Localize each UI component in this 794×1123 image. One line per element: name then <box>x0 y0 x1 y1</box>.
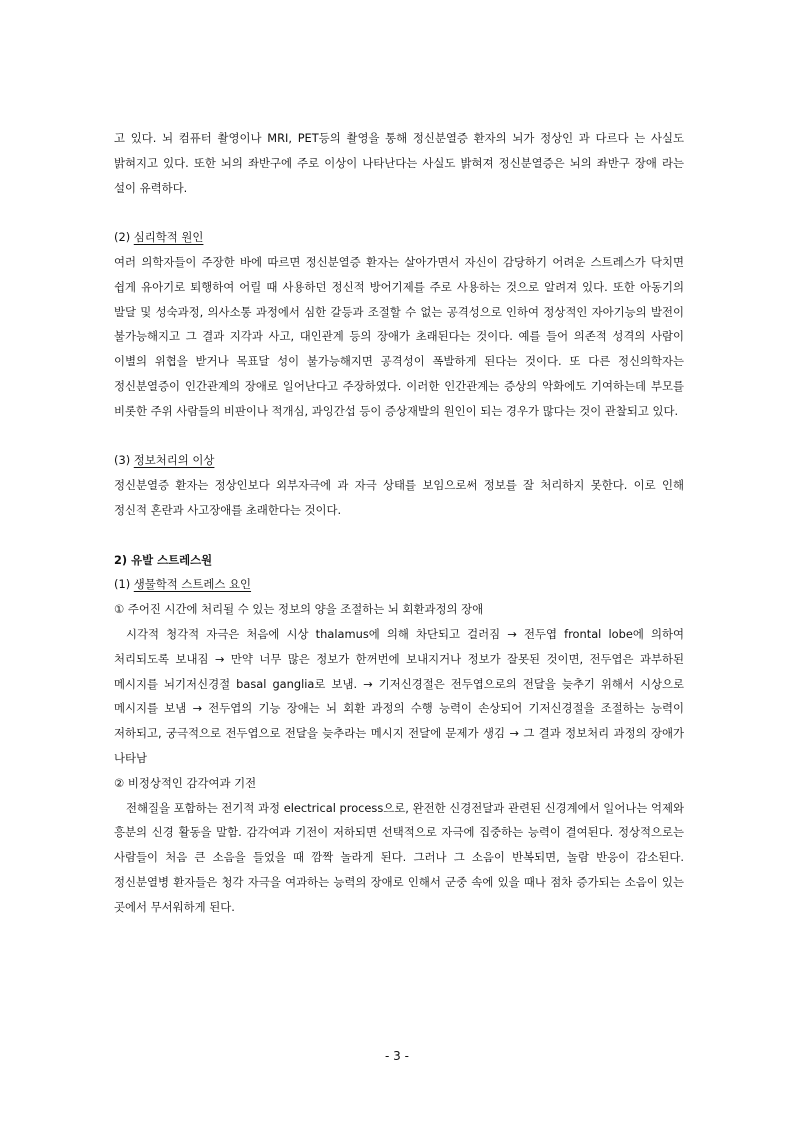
document-body <box>114 126 684 920</box>
spacer <box>114 523 684 548</box>
item1-body: 시각적 청각적 자극은 처음에 시상 thalamus에 의해 차단되고 걸러짐 → 전두엽 frontal lobe에 의하여 처리되도록 보내짐 → 만약 너무 많은 정보가 한꺼번에 보내지거나 정보가 잘못된 것이면, 전두엽은 과부하된 메시지를 뇌기저신경절 basal ganglia로 보냄. → 기저신경절은 전두엽으로의 전달을 늦추기 위해서 시상으로 메시지를 보냄 → 전두엽의 기능 장애는 뇌 회환 과정의 수행 능력이 손상되어 기저신경절을 조절하는 능력이 저하되고, 궁극적으로 전두엽으로 전달을 늦추라는 메시지 전달에 문제가 생김 → 그 결과 정보처리 과정의 장애가 나타남 <box>114 626 684 765</box>
psych-cause-body: 여러 의학자들이 주장한 바에 따르면 정신분열증 환자는 살아가면서 자신이 감당하기 어려운 스트레스가 닥치면 쉽게 유아기로 퇴행하여 어릴 때 사용하던 정신적 방어기제를 주로 사용하는 것으로 알려져 있다. 또한 아동기의 발달 및 성숙과정, 의사소통 과정에서 심한 갈등과 조절할 수 없는 공격성으로 인하여 정상적인 자아기능의 발전이 불가능해지고 그 결과 지각과 사고, 대인관계 등의 장애가 초래된다는 것이다. 예를 들어 의존적 성격의 사람이 이별의 위협을 받거나 목표달 성이 불가능해지면 공격성이 폭발하게 된다는 것이다. 또 다른 정신의학자는 정신분열증이 인간관계의 장애로 일어난다고 주장하였다. 이러한 인간관계는 증상의 악화에도 기여하는데 부모를 비롯한 주위 사람들의 비판이나 적개심, 과잉간섭 등이 증상재발의 원인이 되는 경우가 많다는 것이 관찰되고 있다. <box>114 254 684 418</box>
bio-stress-heading <box>114 572 684 597</box>
bio-stress-title: 생물학적 스트레스 요인 <box>133 577 252 592</box>
info-processing-number: (3) <box>114 453 131 468</box>
info-processing-body: 정신분열증 환자는 정상인보다 외부자극에 과 자극 상태를 보임으로써 정보를 잘 처리하지 못한다. 이로 인해 정신적 혼란과 사고장애를 초래한다는 것이다. <box>114 478 684 517</box>
psych-cause-title: 심리학적 원인 <box>133 230 204 245</box>
bio-stress-number: (1) <box>114 577 131 592</box>
spacer <box>114 200 684 225</box>
psych-cause-heading <box>114 225 684 250</box>
stress-section-title: 2) 유발 스트레스원 <box>114 552 213 567</box>
item1-title: ① 주어진 시간에 처리될 수 있는 정보의 양을 조절하는 뇌 회환과정의 장애 <box>114 602 484 617</box>
psych-cause-number: (2) <box>114 230 131 245</box>
item2-body: 전해질을 포함하는 전기적 과정 electrical process으로, 완전한 신경전달과 관련된 신경계에서 일어나는 억제와 흥분의 신경 활동을 말함. 감각여과 기전이 저하되면 선택적으로 자극에 집중하는 능력이 결여된다. 정상적으로는 사람들이 처음 큰 소음을 들었을 때 깜짝 놀라게 된다. 그러나 그 소음이 반복되면, 놀람 반응이 감소된다. 정신분열병 환자들은 청각 자극을 여과하는 능력의 장애로 인해서 군중 속에 있을 때나 점차 증가되는 소음이 있는 곳에서 무서워하게 된다. <box>114 800 684 914</box>
intro-paragraph: 고 있다. 뇌 컴퓨터 촬영이나 MRI, PET등의 촬영을 통해 정신분열증 환자의 뇌가 정상인 과 다르다 는 사실도 밝혀지고 있다. 또한 뇌의 좌반구에 주로 이상이 나타난다는 사실도 밝혀져 정신분열증은 뇌의 좌반구 장애 라는 설이 유력하다. <box>114 131 684 195</box>
spacer <box>114 424 684 449</box>
info-processing-title: 정보처리의 이상 <box>133 453 215 468</box>
item2-title: ② 비정상적인 감각여과 기전 <box>114 775 257 790</box>
info-processing-heading <box>114 448 684 473</box>
page-number: - 3 - <box>385 1049 409 1063</box>
